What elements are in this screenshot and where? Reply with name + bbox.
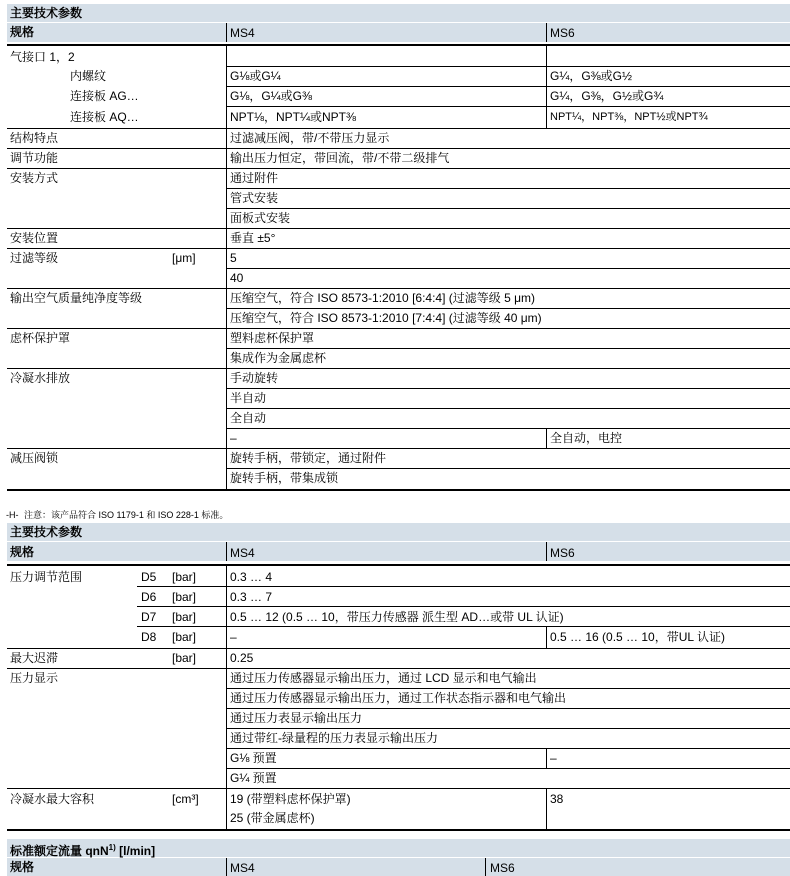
guard-value-2: 集成作为金属虑杯 — [230, 351, 327, 365]
plate-aq-label: 连接板 AQ… — [70, 110, 139, 124]
internal-thread-label: 内螺纹 — [70, 69, 107, 83]
position-label: 安装位置 — [10, 231, 59, 245]
condensate-unit: [cm³] — [172, 792, 199, 806]
table2-spec-label: 规格 — [10, 545, 35, 559]
range-d8-unit: [bar] — [172, 630, 197, 644]
table3-col-ms4: MS4 — [230, 861, 255, 875]
table3-spec-label: 规格 — [10, 860, 35, 874]
range-d5-unit: [bar] — [172, 570, 197, 584]
range-d7-label: D7 — [141, 610, 157, 624]
table1-title: 主要技术参数 — [10, 6, 83, 20]
drain-value-1: 手动旋转 — [230, 371, 279, 385]
condensate-label: 冷凝水最大容积 — [10, 792, 95, 806]
table1-header-row — [7, 23, 790, 42]
adjust-label: 调节功能 — [10, 151, 59, 165]
adjust-value: 输出压力恒定，带回流，带/不带二级排气 — [230, 151, 450, 165]
range-d5-label: D5 — [141, 570, 157, 584]
hysteresis-label: 最大迟滞 — [10, 651, 59, 665]
drain-value-2: 半自动 — [230, 391, 267, 405]
plate-ag-ms6: G¼，G⅜，G½或G¾ — [550, 89, 664, 103]
plate-ag-ms4: G⅛，G¼或G⅜ — [230, 89, 313, 103]
condensate-ms4-1: 19 (带塑料虑杯保护罩) — [230, 792, 351, 806]
position-value: 垂直 ±5° — [230, 231, 276, 245]
range-d6-value: 0.3 … 7 — [230, 590, 273, 604]
struct-label: 结构特点 — [10, 131, 59, 145]
hysteresis-unit: [bar] — [172, 651, 197, 665]
table2-col-ms4: MS4 — [230, 546, 255, 560]
table2-title-bar — [7, 523, 790, 541]
condensate-ms4-2: 25 (带金属虑杯) — [230, 811, 315, 825]
air-quality-value-2: 压缩空气，符合 ISO 8573-1:2010 [7:4:4] (过滤等级 40 μm) — [230, 311, 542, 325]
internal-thread-ms4: G⅛或G¼ — [230, 69, 281, 83]
lock-label: 减压阀锁 — [10, 451, 59, 465]
lock-value-1: 旋转手柄，带锁定，通过附件 — [230, 451, 387, 465]
mount-value-1: 通过附件 — [230, 171, 279, 185]
display-value-1: 通过压力传感器显示输出压力，通过 LCD 显示和电气输出 — [230, 671, 537, 685]
filter-unit: [μm] — [172, 251, 196, 265]
range-label: 压力调节范围 — [10, 570, 83, 584]
table3-title-footnote: 1) — [108, 843, 116, 852]
note-text: 注意：该产品符合 ISO 1179-1 和 ISO 228-1 标准。 — [24, 510, 229, 520]
display-value-2: 通过压力传感器显示输出压力，通过工作状态指示器和电气输出 — [230, 691, 567, 705]
range-d6-label: D6 — [141, 590, 157, 604]
table3-title: 标准额定流量 qnN$^{1)}$ [l/min] — [10, 843, 156, 858]
table1-title-bar — [7, 4, 790, 22]
display-value-4: 通过带红-绿量程的压力表显示输出压力 — [230, 731, 438, 745]
filter-value-2: 40 — [230, 271, 244, 285]
guard-label: 虑杯保护罩 — [10, 331, 71, 345]
table2-title: 主要技术参数 — [10, 525, 83, 539]
range-d8-ms4: – — [230, 630, 237, 644]
drain-value-4-ms4: – — [230, 431, 237, 445]
drain-value-4-ms6: 全自动，电控 — [550, 431, 623, 445]
filter-label: 过滤等级 — [10, 251, 59, 265]
port-label: 气接口 1，2 — [10, 50, 75, 64]
internal-thread-ms6: G¼，G⅜或G½ — [550, 69, 633, 83]
mount-value-2: 管式安装 — [230, 191, 279, 205]
mount-value-3: 面板式安装 — [230, 211, 291, 225]
plate-aq-ms6: NPT¼，NPT⅜，NPT½或NPT¾ — [550, 111, 708, 123]
table1-spec-label: 规格 — [10, 25, 35, 39]
table2-col-ms6: MS6 — [550, 546, 575, 560]
table1-col-ms4: MS4 — [230, 26, 255, 40]
condensate-ms6: 38 — [550, 792, 564, 806]
struct-value: 过滤减压阀，带/不带压力显示 — [230, 131, 390, 145]
display-value-6: G¼ 预置 — [230, 771, 277, 785]
table2-header-row — [7, 542, 790, 561]
guard-value-1: 塑料虑杯保护罩 — [230, 331, 315, 345]
range-d8-label: D8 — [141, 630, 157, 644]
drain-value-3: 全自动 — [230, 411, 267, 425]
note-icon: -H- — [6, 510, 19, 520]
range-d7-value: 0.5 … 12 (0.5 … 10，带压力传感器 派生型 AD…或带 UL 认证) — [230, 610, 564, 624]
hysteresis-value: 0.25 — [230, 651, 254, 665]
plate-ag-label: 连接板 AG… — [70, 89, 139, 103]
drain-label: 冷凝水排放 — [10, 371, 71, 385]
display-label: 压力显示 — [10, 671, 59, 685]
range-d6-unit: [bar] — [172, 590, 197, 604]
display-value-5-ms6: – — [550, 751, 557, 765]
lock-value-2: 旋转手柄，带集成锁 — [230, 471, 339, 485]
display-value-3: 通过压力表显示输出压力 — [230, 711, 363, 725]
table3-header-row — [7, 858, 790, 876]
air-quality-label: 输出空气质量纯净度等级 — [10, 291, 143, 305]
table1-col-ms6: MS6 — [550, 26, 575, 40]
range-d5-value: 0.3 … 4 — [230, 570, 273, 584]
table3-col-ms6: MS6 — [490, 861, 515, 875]
filter-value-1: 5 — [230, 251, 237, 265]
range-d7-unit: [bar] — [172, 610, 197, 624]
display-value-5-ms4: G⅛ 预置 — [230, 751, 277, 765]
range-d8-ms6: 0.5 … 16 (0.5 … 10，带UL 认证) — [550, 630, 725, 644]
air-quality-value-1: 压缩空气，符合 ISO 8573-1:2010 [6:4:4] (过滤等级 5 μm) — [230, 291, 536, 305]
plate-aq-ms4: NPT⅛，NPT¼或NPT⅜ — [230, 110, 357, 124]
mount-label: 安装方式 — [10, 171, 59, 185]
